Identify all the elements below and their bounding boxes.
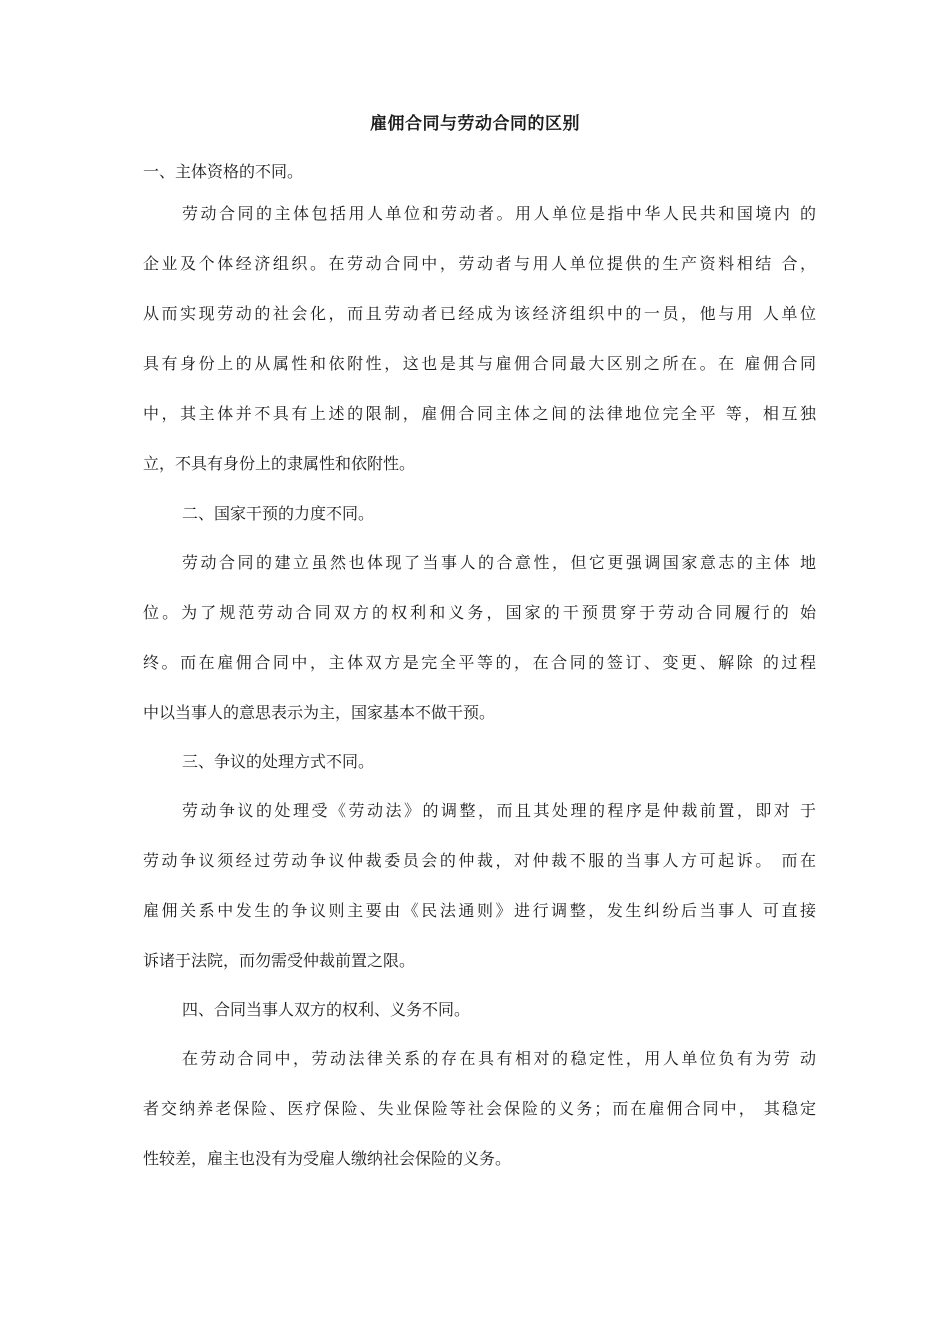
paragraph-line: 位。为了规范劳动合同双方的权利和义务，国家的干预贯穿于劳动合同履行的 始 [143, 603, 816, 622]
paragraph-line: 劳动争议须经过劳动争议仲裁委员会的仲裁，对仲裁不服的当事人方可起诉。 而在 [143, 851, 816, 870]
paragraph-line: 企业及个体经济组织。在劳动合同中，劳动者与用人单位提供的生产资料相结 合， [143, 254, 816, 273]
section-heading-4: 四、合同当事人双方的权利、义务不同。 [182, 1000, 471, 1019]
paragraph-line: 从而实现劳动的社会化，而且劳动者已经成为该经济组织中的一员，他与用 人单位 [143, 304, 816, 323]
paragraph-line: 终。而在雇佣合同中，主体双方是完全平等的，在合同的签订、变更、解除 的过程 [143, 653, 816, 672]
paragraph-line: 劳动合同的主体包括用人单位和劳动者。用人单位是指中华人民共和国境内 的 [182, 204, 816, 223]
section-heading-1: 一、主体资格的不同。 [143, 162, 304, 181]
paragraph-line: 性较差，雇主也没有为受雇人缴纳社会保险的义务。 [143, 1149, 512, 1168]
document-title: 雇佣合同与劳动合同的区别 [370, 114, 580, 134]
paragraph-line: 立，不具有身份上的隶属性和依附性。 [143, 454, 416, 473]
paragraph-line: 中以当事人的意思表示为主，国家基本不做干预。 [143, 703, 496, 722]
paragraph-line: 诉诸于法院，而勿需受仲裁前置之限。 [143, 951, 416, 970]
section-heading-2: 二、国家干预的力度不同。 [182, 504, 375, 523]
paragraph-line: 者交纳养老保险、医疗保险、失业保险等社会保险的义务；而在雇佣合同中， 其稳定 [143, 1099, 816, 1118]
paragraph-line: 劳动合同的建立虽然也体现了当事人的合意性，但它更强调国家意志的主体 地 [182, 553, 816, 572]
paragraph-line: 具有身份上的从属性和依附性，这也是其与雇佣合同最大区别之所在。在 雇佣合同 [143, 354, 816, 373]
section-heading-3: 三、争议的处理方式不同。 [182, 752, 375, 771]
paragraph-line: 中，其主体并不具有上述的限制，雇佣合同主体之间的法律地位完全平 等，相互独 [143, 404, 816, 423]
paragraph-line: 劳动争议的处理受《劳动法》的调整，而且其处理的程序是仲裁前置，即对 于 [182, 801, 816, 820]
paragraph-line: 在劳动合同中，劳动法律关系的存在具有相对的稳定性，用人单位负有为劳 动 [182, 1049, 816, 1068]
paragraph-line: 雇佣关系中发生的争议则主要由《民法通则》进行调整，发生纠纷后当事人 可直接 [143, 901, 816, 920]
